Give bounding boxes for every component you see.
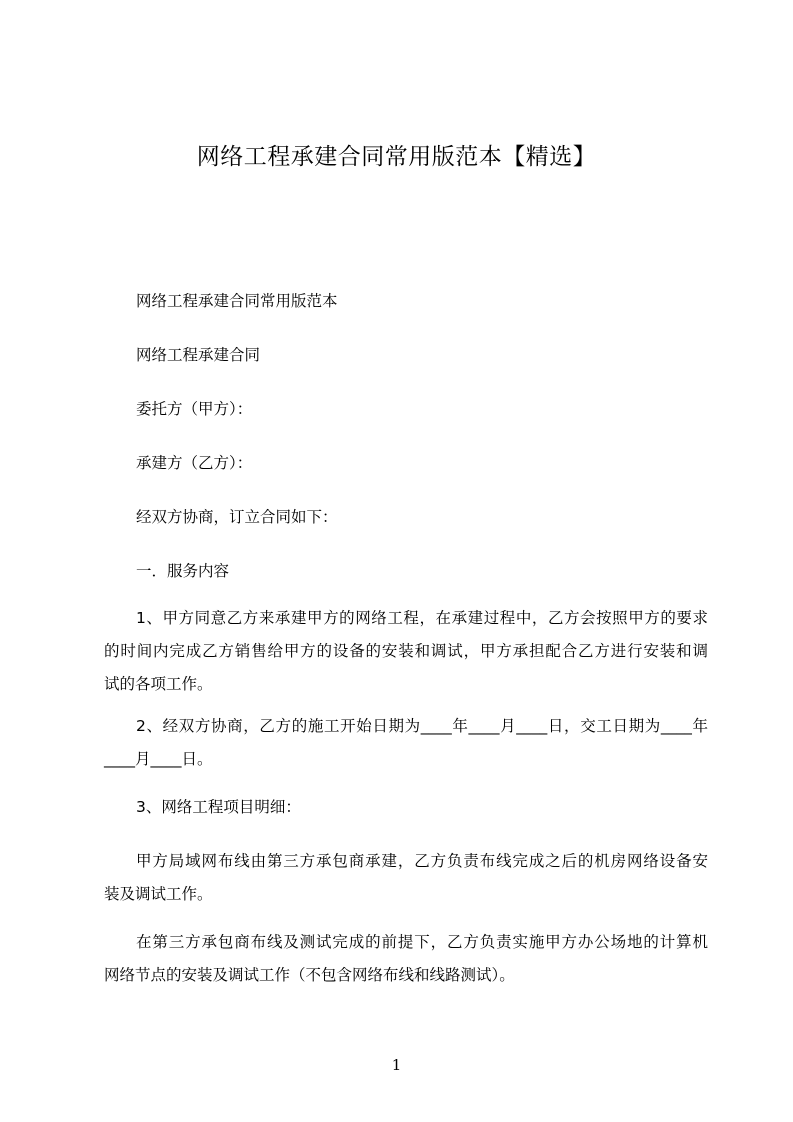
clause-3-item-2	[104, 932, 708, 998]
page-number: 1	[391, 1056, 402, 1074]
clause-1-line: 1、甲方同意乙方来承建甲方的网络工程，在承建过程中，乙方会按照甲方的要求	[136, 609, 708, 627]
paragraph-party-b: 承建方（乙方）：	[136, 454, 253, 472]
clause-2	[104, 716, 708, 782]
paragraph-agreement-intro: 经双方协商，订立合同如下：	[136, 508, 338, 526]
clause-3-item-2-line: 在第三方承包商布线及测试完成的前提下，乙方负责实施甲方办公场地的计算机	[136, 933, 708, 951]
clause-1	[104, 608, 708, 707]
paragraph-template-name: 网络工程承建合同常用版范本	[136, 292, 338, 310]
paragraph-contract-name: 网络工程承建合同	[136, 346, 261, 364]
clause-2-line: ____月____日。	[104, 750, 213, 768]
paragraph-party-a: 委托方（甲方）：	[136, 400, 253, 418]
clause-2-line: 2、经双方协商，乙方的施工开始日期为____年____月____日，交工日期为____年	[136, 717, 708, 735]
clause-3-item-2-line: 网络节点的安装及调试工作（不包含网络布线和线路测试）。	[104, 966, 515, 984]
clause-3-item-1-line: 装及调试工作。	[104, 885, 213, 903]
clause-1-line: 试的各项工作。	[104, 675, 213, 693]
section-heading-service-content: 一．服务内容	[136, 562, 230, 580]
clause-3-heading: 3、网络工程项目明细：	[136, 798, 301, 816]
clause-3-item-1-line: 甲方局域网布线由第三方承包商承建，乙方负责布线完成之后的机房网络设备安	[136, 852, 708, 870]
clause-3-item-1	[104, 851, 708, 917]
clause-1-line: 的时间内完成乙方销售给甲方的设备的安装和调试，甲方承担配合乙方进行安装和调	[104, 642, 708, 660]
document-title: 网络工程承建合同常用版范本【精选】	[196, 144, 597, 170]
